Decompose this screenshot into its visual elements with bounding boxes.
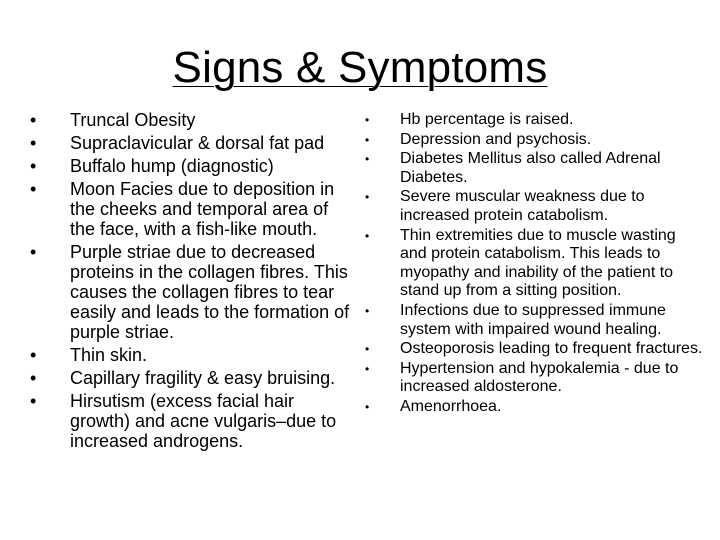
list-item: [30, 179, 350, 239]
list-item-text: Amenorrhoea.: [400, 397, 502, 415]
bullet-icon: •: [30, 133, 37, 153]
list-item-text: Severe muscular weakness due to increased protein catabolism.: [400, 188, 645, 224]
list-item: [365, 360, 705, 397]
list-item: [365, 340, 705, 359]
bullet-icon: •: [30, 242, 37, 262]
list-item-text: Moon Facies due to deposition in the cheeks and temporal area of the face, with a fish-like mouth.: [70, 179, 335, 239]
bullet-icon: •: [365, 152, 370, 167]
list-item-text: Hb percentage is raised.: [400, 111, 574, 128]
list-item-text: Infections due to suppressed immune system with impaired wound healing.: [400, 301, 666, 338]
list-item-text: Thin extremities due to muscle wasting and protein catabolism. This leads to myopathy and inability of the patient to stand up from a sitting position.: [400, 226, 676, 300]
bullet-icon: •: [30, 179, 37, 199]
list-item-text: Supraclavicular & dorsal fat pad: [70, 133, 325, 153]
bullet-icon: •: [30, 110, 37, 130]
bullet-icon: •: [30, 391, 37, 411]
bullet-icon: •: [365, 399, 370, 414]
bullet-icon: •: [30, 345, 37, 365]
list-item: [365, 131, 705, 150]
bullet-icon: •: [365, 303, 370, 318]
list-item: [30, 368, 350, 388]
list-item-text: Depression and psychosis.: [400, 130, 592, 148]
list-item: [30, 345, 350, 365]
right-symptom-list: [365, 111, 705, 418]
list-item: [365, 150, 705, 187]
list-item: [30, 156, 350, 176]
list-item: [365, 188, 705, 225]
bullet-icon: •: [30, 156, 37, 176]
slide-title: Signs & Symptoms: [172, 43, 548, 92]
list-item-text: Purple striae due to decreased proteins in the collagen fibres. This causes the collagen fibres to tear easily and leads to the formation of purple striae.: [70, 242, 350, 342]
list-item-text: Hypertension and hypokalemia - due to increased aldosterone.: [400, 359, 679, 396]
bullet-icon: •: [365, 132, 370, 147]
list-item-text: Thin skin.: [70, 345, 148, 365]
bullet-icon: •: [365, 113, 370, 127]
list-item: [30, 242, 350, 342]
list-item: [365, 302, 705, 339]
list-item-text: Hirsutism (excess facial hair growth) and acne vulgaris–due to increased androgens.: [70, 391, 337, 451]
list-item-text: Osteoporosis leading to frequent fractures.: [400, 340, 703, 358]
list-item: [30, 133, 350, 153]
list-item-text: Buffalo hump (diagnostic): [70, 156, 274, 176]
bullet-icon: •: [365, 342, 370, 357]
list-item: [365, 398, 705, 417]
left-symptom-list: [30, 110, 350, 454]
bullet-icon: •: [30, 368, 37, 388]
list-item-text: Capillary fragility & easy bruising.: [70, 368, 336, 388]
list-item: [30, 391, 350, 451]
list-item-text: Diabetes Mellitus also called Adrenal Diabetes.: [400, 150, 661, 186]
list-item: [30, 110, 350, 130]
list-item: [365, 111, 705, 130]
bullet-icon: •: [365, 228, 370, 243]
list-item-text: Truncal Obesity: [70, 110, 196, 130]
list-item: [365, 227, 705, 301]
bullet-icon: •: [365, 361, 370, 376]
bullet-icon: •: [365, 190, 370, 205]
